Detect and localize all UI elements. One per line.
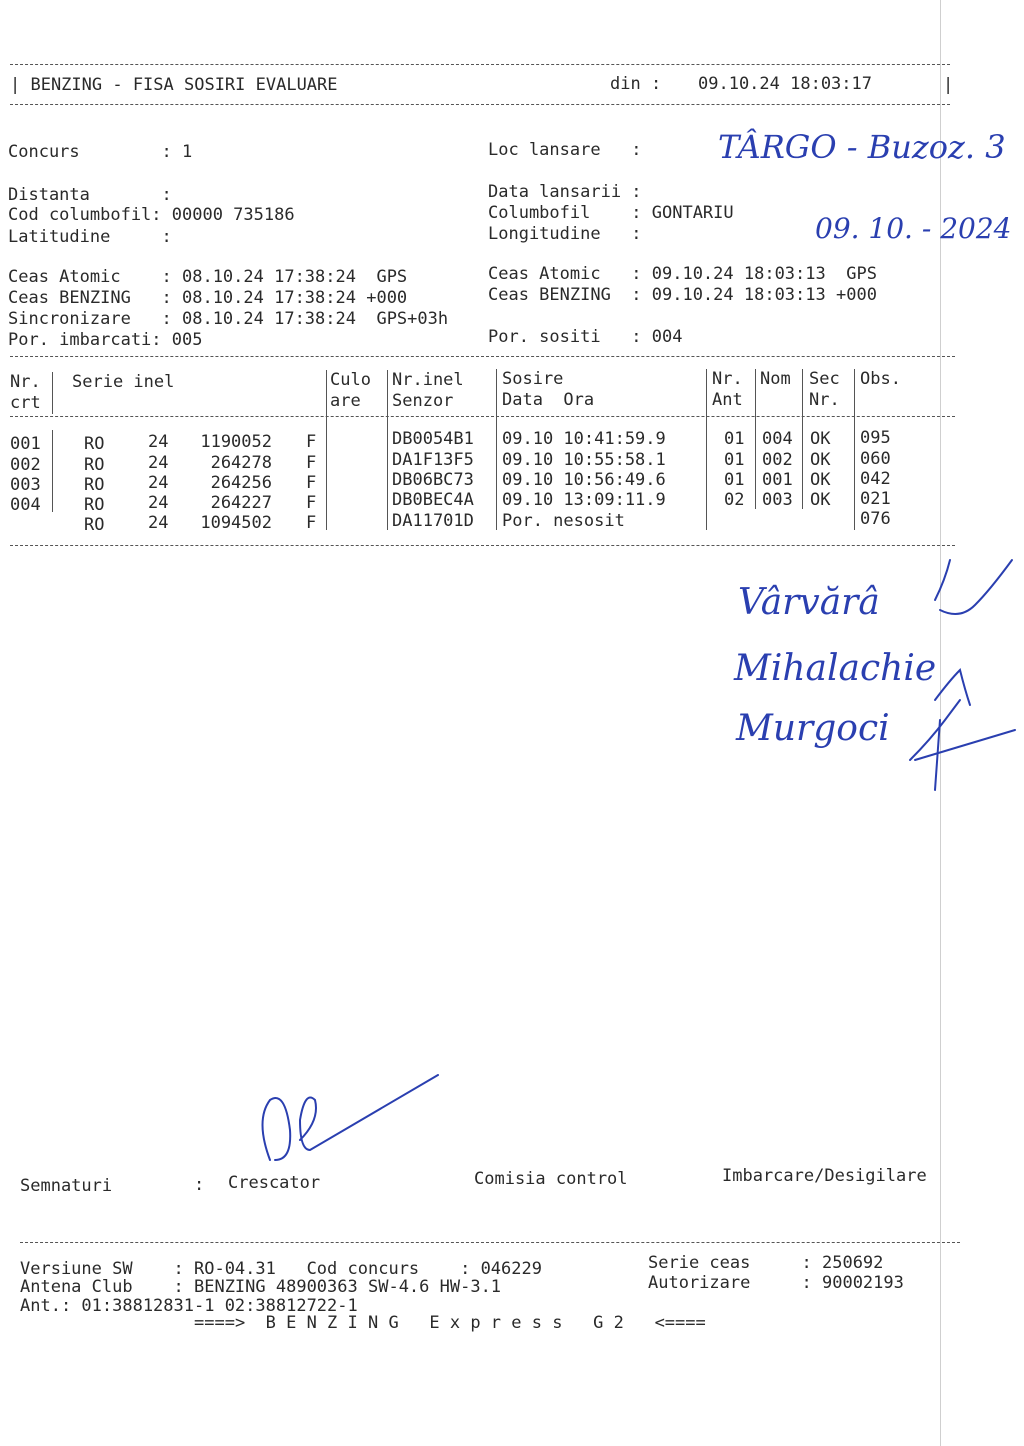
cell-tara: RO	[84, 455, 105, 475]
cell-obs: 060	[860, 449, 891, 469]
imbarcare-label: Imbarcare/Desigilare	[722, 1166, 927, 1186]
col-header-obs: Obs.	[860, 369, 901, 389]
document-title: | BENZING - FISA SOSIRI EVALUARE	[10, 75, 338, 95]
cell-sex: F	[306, 513, 317, 533]
cell-an: 24	[148, 473, 169, 493]
crescator-label: Crescator	[228, 1173, 321, 1193]
din-value: 09.10.24 18:03:17	[698, 74, 872, 94]
loc-lansare-label: Loc lansare :	[488, 140, 642, 160]
cell-senzor: DA11701D	[392, 511, 474, 531]
signature-stroke	[935, 560, 950, 600]
semnaturi-colon: :	[194, 1175, 205, 1195]
distanta-field: Distanta :	[8, 185, 172, 205]
cell-obs: 095	[860, 428, 891, 448]
col-header-sec-nr: Nr.	[809, 390, 840, 410]
cell-sex: F	[306, 453, 317, 473]
col-header-nr-ant-1: Nr.	[712, 369, 743, 389]
col-header-serie-inel: Serie inel	[72, 372, 175, 392]
latitudine-field: Latitudine :	[8, 227, 172, 247]
porumbei-imbarcati: Por. imbarcati: 005	[8, 330, 203, 350]
cell-nom: 004	[762, 429, 793, 449]
cell-sosire: Por. nesosit	[502, 511, 625, 531]
cell-nom: 001	[762, 470, 793, 490]
columbofil-field: Columbofil : GONTARIU	[488, 203, 734, 223]
cell-nom: 002	[762, 450, 793, 470]
cell-sex: F	[306, 432, 317, 452]
concurs-field: Concurs : 1	[8, 142, 193, 162]
cell-tara: RO	[84, 475, 105, 495]
cell-obs: 042	[860, 469, 891, 489]
cell-sosire: 09.10 13:09:11.9	[502, 490, 666, 510]
ceas-atomic-end: Ceas Atomic : 09.10.24 18:03:13 GPS	[488, 264, 877, 284]
cell-nom: 003	[762, 490, 793, 510]
cell-tara: RO	[84, 495, 105, 515]
cell-ant: 01	[724, 470, 745, 490]
cell-inel: 264256	[210, 473, 272, 493]
ceas-atomic-start: Ceas Atomic : 08.10.24 17:38:24 GPS	[8, 267, 408, 287]
col-header-nom: Nom	[760, 369, 791, 389]
handwritten-name: Vârvărâ	[738, 582, 880, 623]
cell-senzor: DB0054B1	[392, 429, 474, 449]
signature-stroke	[910, 700, 1015, 760]
cell-nr: 002	[10, 455, 41, 475]
cell-ant: 01	[724, 429, 745, 449]
header-end-bar: |	[943, 75, 954, 95]
col-header-sosire: Sosire	[502, 369, 564, 389]
col-header-culoare-2: are	[330, 391, 361, 411]
versiune-sw: Versiune SW : RO-04.31 Cod concurs : 046229	[20, 1259, 542, 1279]
signature-stroke	[935, 670, 970, 705]
col-header-nr-ant-2: Ant	[712, 390, 743, 410]
handwritten-name: Murgoci	[736, 708, 890, 749]
cell-senzor: DB0BEC4A	[392, 490, 474, 510]
ceas-benzing-end: Ceas BENZING : 09.10.24 18:03:13 +000	[488, 285, 877, 305]
col-header-crt: crt	[10, 393, 41, 413]
cod-columbofil-field: Cod columbofil: 00000 735186	[8, 205, 295, 225]
cell-nr: 001	[10, 434, 41, 454]
ceas-benzing-start: Ceas BENZING : 08.10.24 17:38:24 +000	[8, 288, 408, 308]
sincronizare-field: Sincronizare : 08.10.24 17:38:24 GPS+03h	[8, 309, 449, 329]
data-lansarii-label: Data lansarii :	[488, 182, 642, 202]
cell-inel: 264227	[210, 493, 272, 513]
col-header-nr-inel: Nr.inel	[392, 370, 464, 390]
cell-sec: OK	[810, 450, 831, 470]
cell-inel: 1094502	[200, 513, 272, 533]
cell-sec: OK	[810, 470, 831, 490]
signature-stroke	[940, 560, 1012, 614]
date-handwritten: 09. 10. - 2024	[815, 212, 1012, 245]
autorizare: Autorizare : 90002193	[648, 1273, 904, 1293]
cell-tara: RO	[84, 515, 105, 535]
serie-ceas: Serie ceas : 250692	[648, 1253, 884, 1273]
col-header-senzor: Senzor	[392, 391, 454, 411]
col-header-nr: Nr.	[10, 372, 41, 392]
brand-line: ====> B E N Z I N G E x p r e s s G 2 <====	[194, 1313, 706, 1333]
cell-an: 24	[148, 453, 169, 473]
col-header-culoare-1: Culo	[330, 370, 371, 390]
cell-sec: OK	[810, 429, 831, 449]
cell-obs: 076	[860, 509, 891, 529]
longitudine-label: Longitudine :	[488, 224, 642, 244]
comisia-control-label: Comisia control	[474, 1169, 628, 1189]
handwritten-name: Mihalachie	[734, 648, 937, 689]
cell-sosire: 09.10 10:41:59.9	[502, 429, 666, 449]
cell-inel: 1190052	[200, 432, 272, 452]
cell-senzor: DB06BC73	[392, 470, 474, 490]
antene-ids: Ant.: 01:38812831-1 02:38812722-1	[20, 1296, 358, 1316]
antena-club: Antena Club : BENZING 48900363 SW-4.6 HW-3.1	[20, 1277, 502, 1297]
cell-sosire: 09.10 10:55:58.1	[502, 450, 666, 470]
din-label: din :	[610, 74, 662, 94]
cell-ant: 02	[724, 490, 745, 510]
cell-nr: 004	[10, 495, 41, 515]
cell-ant: 01	[724, 450, 745, 470]
cell-tara: RO	[84, 434, 105, 454]
cell-inel: 264278	[210, 453, 272, 473]
cell-sec: OK	[810, 490, 831, 510]
cell-an: 24	[148, 513, 169, 533]
porumbei-sositi: Por. sositi : 004	[488, 327, 683, 347]
cell-an: 24	[148, 432, 169, 452]
cell-sex: F	[306, 493, 317, 513]
col-header-sec: Sec	[809, 369, 840, 389]
semnaturi-label: Semnaturi	[20, 1176, 113, 1196]
divider	[20, 1242, 960, 1243]
cell-sex: F	[306, 473, 317, 493]
cell-sosire: 09.10 10:56:49.6	[502, 470, 666, 490]
cell-an: 24	[148, 493, 169, 513]
col-header-data-ora: Data Ora	[502, 390, 595, 410]
crescator-signature	[263, 1075, 439, 1160]
cell-senzor: DA1F13F5	[392, 450, 474, 470]
loc-lansare-handwritten: TÂRGO - Buzoz. 3	[718, 128, 1006, 166]
cell-nr: 003	[10, 475, 41, 495]
cell-obs: 021	[860, 489, 891, 509]
